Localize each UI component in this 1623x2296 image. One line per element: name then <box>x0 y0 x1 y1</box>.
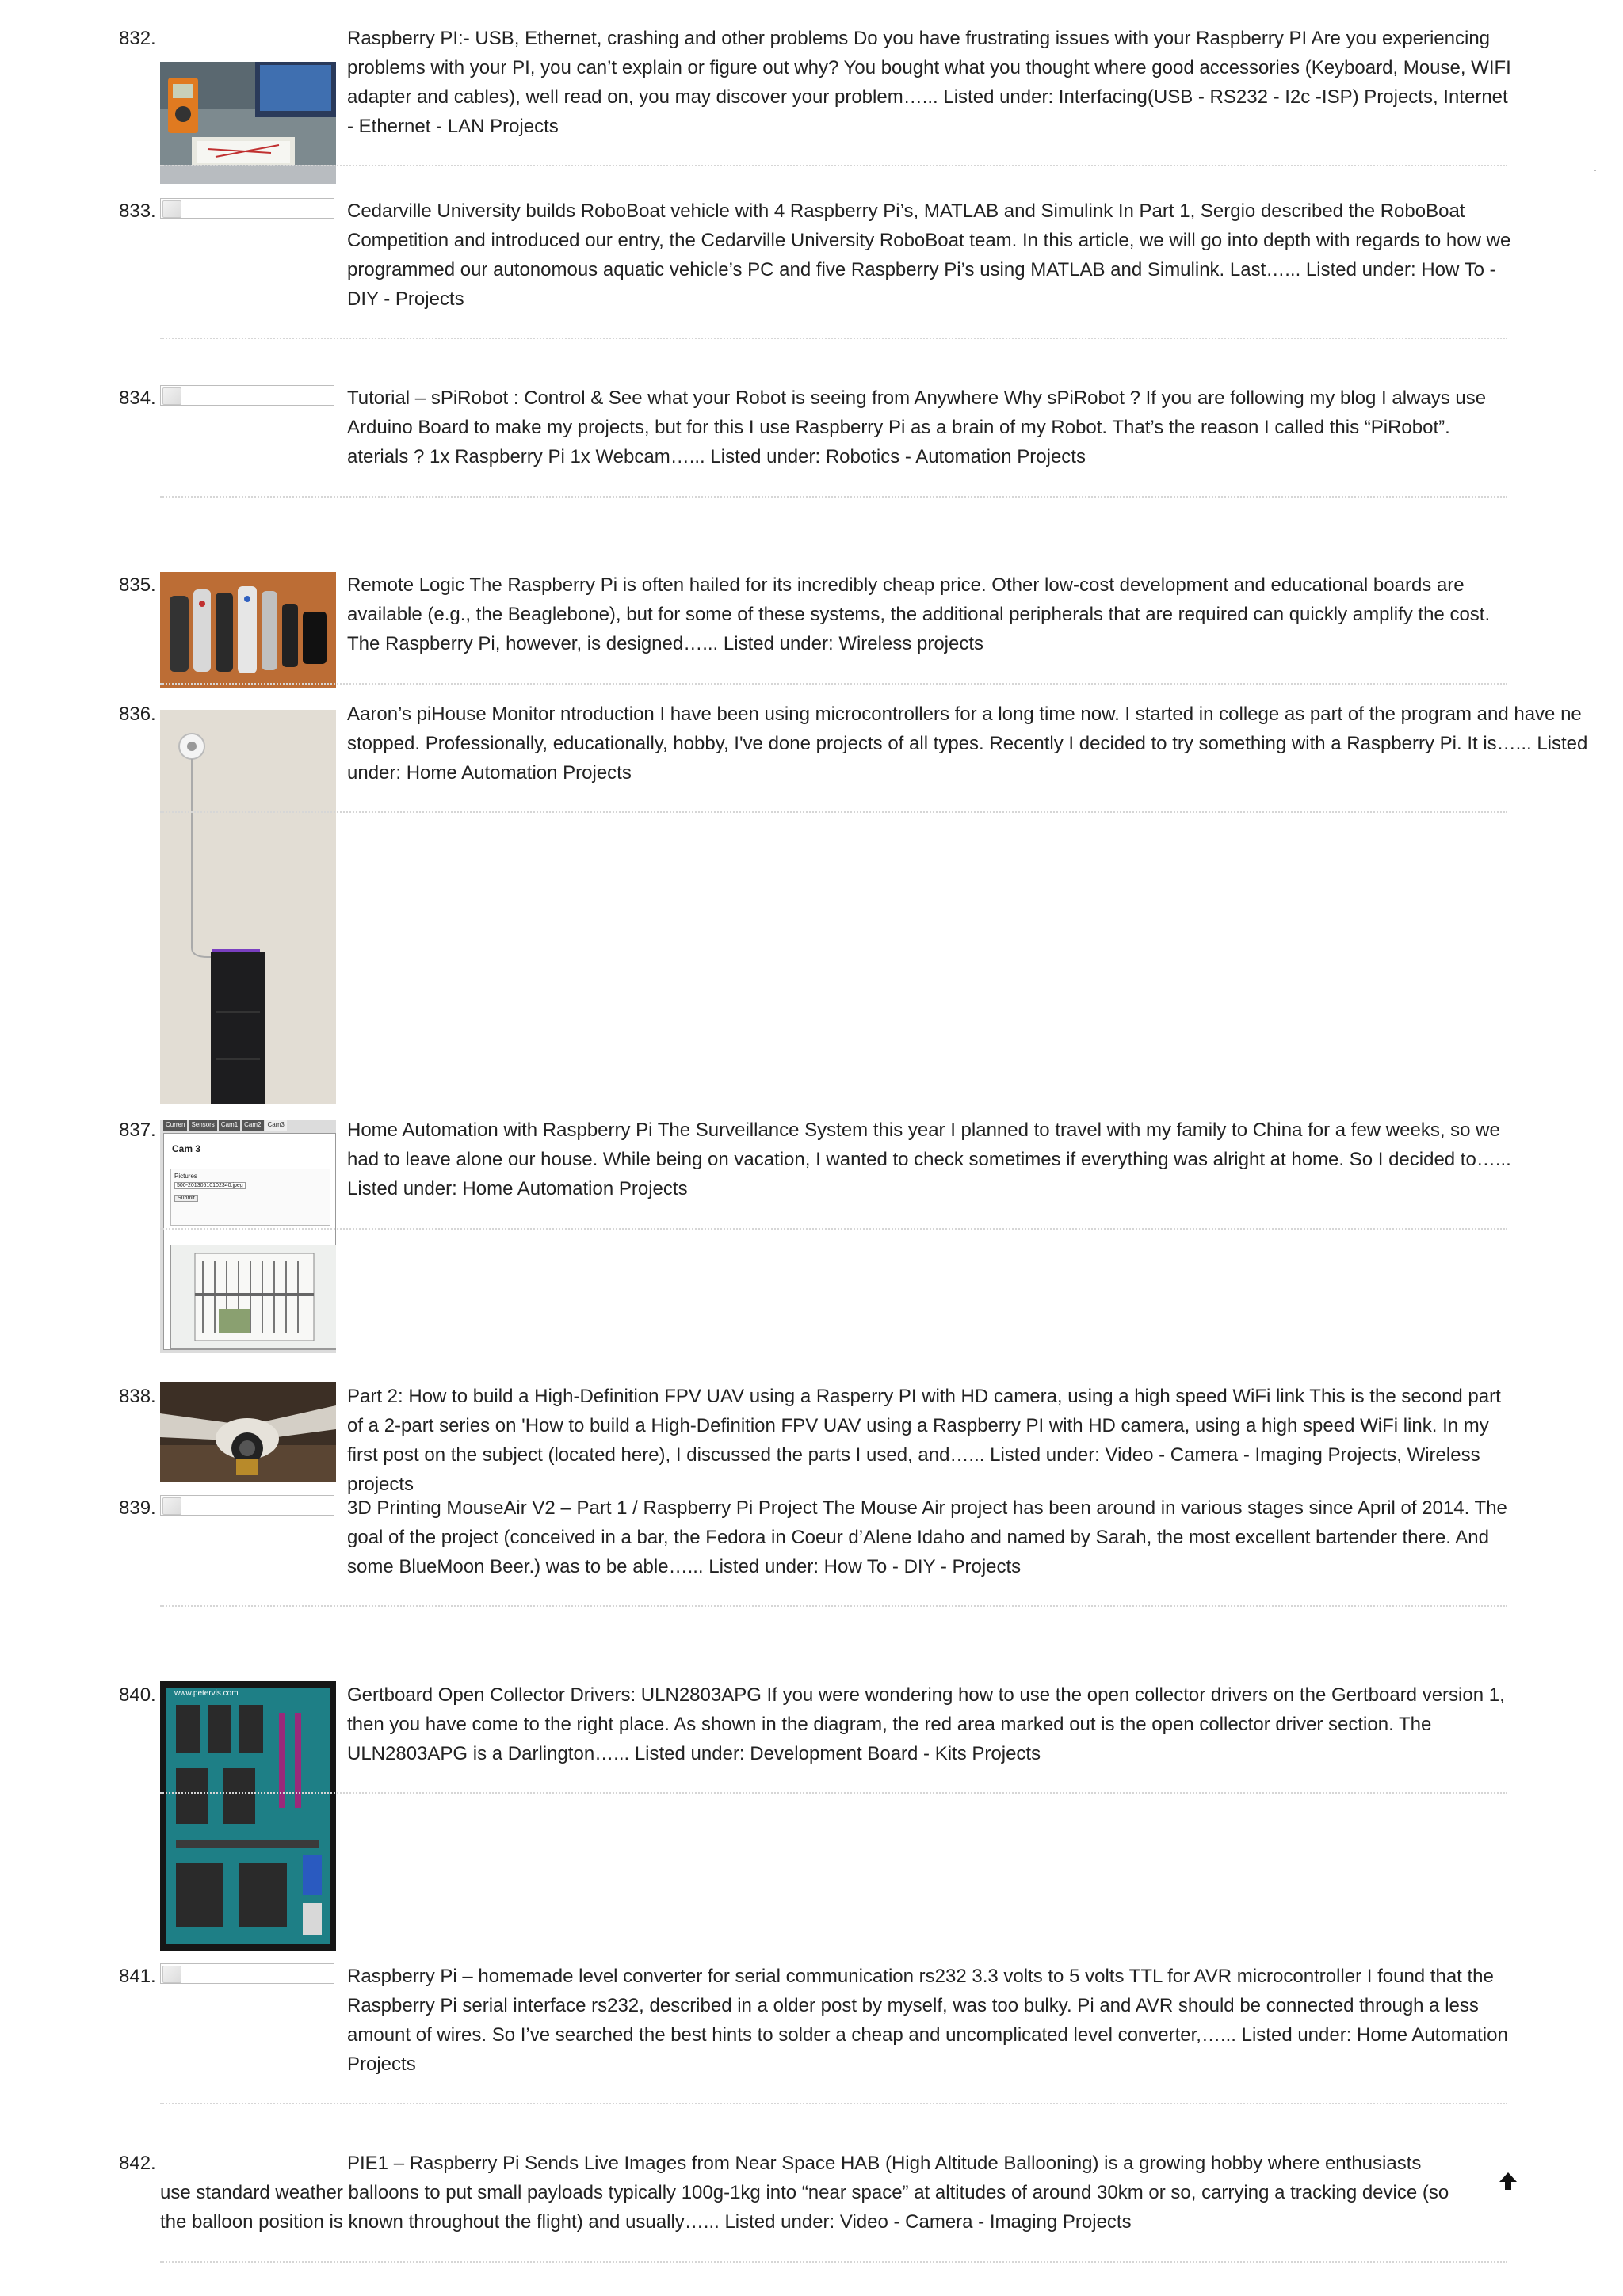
item-number: 835. <box>119 574 156 596</box>
thumbnail-button: Submit <box>174 1195 198 1202</box>
thumbnail-label: Pictures <box>174 1173 197 1180</box>
item-description[interactable]: Raspberry PI:- USB, Ethernet, crashing and other problems Do you have frustrating issues with your Raspberry PI Are you experiencing problems with your PI, you can’t explain or figure out why? You bought what you thought where good accessories (Keyboard, Mouse, WIFI adapter and cables), well read on, you may discover your problem…... Listed under: Interfacing(USB - RS232 - I2c -ISP) Projects, Internet - Ethernet - LAN Projects <box>347 28 1511 137</box>
divider <box>160 683 1507 685</box>
thumbnail-tab: Cam2 <box>242 1120 263 1131</box>
divider <box>160 165 1507 166</box>
broken-image-icon[interactable] <box>160 198 334 219</box>
item-number: 839. <box>119 1497 156 1519</box>
watermark: www.petervis.com <box>174 1689 239 1698</box>
item-description[interactable]: PIE1 – Raspberry Pi Sends Live Images from Near Space HAB (High Altitude Ballooning) is a growing hobby where enthusiasts use standard weather balloons to put small payloads typically 100g-1kg into “near space” at altitudes of around 30km or so, carrying a tracking device (so the balloon position is known throughout the flight) and usually…... Listed under: Video - Camera - Imaging Projects <box>160 2153 1449 2233</box>
thumbnail-tabs <box>163 1120 287 1131</box>
thumbnail-tab: Cam1 <box>219 1120 240 1131</box>
item-description[interactable]: Gertboard Open Collector Drivers: ULN2803APG If you were wondering how to use the open collector drivers on the Gertboard version 1, then you have come to the right place. As shown in the diagram, the red area marked out is the open collector driver section. The ULN2803APG is a Darlington…... Listed under: Development Board - Kits Projects <box>347 1684 1505 1764</box>
thumbnail-panel <box>163 1133 336 1350</box>
divider <box>160 1792 1507 1794</box>
item-thumbnail[interactable] <box>160 710 336 1104</box>
divider <box>160 2261 1507 2263</box>
item-description[interactable]: 3D Printing MouseAir V2 – Part 1 / Raspberry Pi Project The Mouse Air project has been around in various stages since April of 2014. The goal of the project (conceived in a bar, the Fedora in Coeur d’Alene Idaho and named by Sarah, the most excellent bartender there. And some BlueMoon Beer.) was to be able…... Listed under: How To - DIY - Projects <box>347 1497 1507 1577</box>
divider <box>160 2103 1507 2104</box>
thumbnail-tab: Curren <box>163 1120 187 1131</box>
item-description[interactable]: Home Automation with Raspberry Pi The Surveillance System this year I planned to travel with my family to China for a few weeks, so we had to leave alone our house. While being on vacation, I wanted to check sometimes if everything was alright at home. So I decided to…... Listed under: Home Automation Projects <box>347 1119 1511 1199</box>
item-number: 842. <box>119 2153 156 2174</box>
arrow-up-icon[interactable] <box>1496 2169 1520 2193</box>
thumbnail-form <box>170 1169 330 1226</box>
item-number: 841. <box>119 1966 156 1987</box>
thumbnail-camera-image <box>170 1245 336 1349</box>
divider <box>160 338 1507 339</box>
broken-image-icon[interactable] <box>160 1963 334 1984</box>
item-thumbnail[interactable] <box>160 1681 336 1951</box>
broken-image-icon[interactable] <box>160 385 334 406</box>
divider <box>160 1228 1507 1230</box>
item-description[interactable]: Remote Logic The Raspberry Pi is often hailed for its incredibly cheap price. Other low-cost development and educational boards are available (e.g., the Beaglebone), but for some of these systems, the additional peripherals that are required can quickly amplify the cost. The Raspberry Pi, however, is designed…... Listed under: Wireless projects <box>347 574 1491 654</box>
item-number: 834. <box>119 387 156 409</box>
item-description[interactable]: Tutorial – sPiRobot : Control & See what your Robot is seeing from Anywhere Why sPiRobot ? If you are following my blog I always use Arduino Board to make my projects, but for this I use Raspberry Pi as a brain of my Robot. That’s the reason I called this “PiRobot”. aterials ? 1x Raspberry Pi 1x Webcam…... Listed under: Robotics - Automation Projects <box>347 387 1487 467</box>
item-number: 833. <box>119 200 156 222</box>
broken-image-icon[interactable] <box>160 1495 334 1516</box>
item-number: 836. <box>119 704 156 725</box>
item-description[interactable]: Part 2: How to build a High-Definition FPV UAV using a Rasperry PI with HD camera, using a high speed WiFi link This is the second part of a 2-part series on 'How to build a High-Definition FPV UAV using a Raspberry PI with HD camera, using a high speed WiFi link. In my first post on the subject (located here), I discussed the parts I used, and…... Listed under: Video - Camera - Imaging Projects, Wireless projects <box>347 1386 1501 1495</box>
divider <box>160 1605 1507 1607</box>
thumbnail-tab: Sensors <box>189 1120 216 1131</box>
divider <box>160 496 1507 498</box>
item-description[interactable]: Aaron’s piHouse Monitor ntroduction I have been using microcontrollers for a long time now. I started in college as part of the program and have ne stopped. Professionally, educationally, hobby, I've done projects of all types. Recently I decided to try something with a Raspberry Pi. It is…... Listed under: Home Automation Projects <box>347 704 1588 784</box>
item-number: 837. <box>119 1119 156 1141</box>
item-thumbnail[interactable] <box>160 1382 336 1482</box>
thumbnail-select: 500-20130510102340.jpeg <box>174 1182 246 1189</box>
divider <box>160 811 1507 813</box>
item-number: 832. <box>119 28 156 49</box>
item-number: 840. <box>119 1684 156 1706</box>
thumbnail-tab-active: Cam3 <box>265 1120 287 1131</box>
item-description[interactable]: Cedarville University builds RoboBoat vehicle with 4 Raspberry Pi’s, MATLAB and Simulink In Part 1, Sergio described the RoboBoat Competition and introduced our entry, the Cedarville University RoboBoat team. In this article, we will go into depth with regards to how we programmed our autonomous aquatic vehicle’s PC and five Raspberry Pi’s using MATLAB and Simulink. Last…... Listed under: How To - DIY - Projects <box>347 200 1511 310</box>
thumbnail-heading: Cam 3 <box>172 1143 201 1154</box>
camera-ui-thumbnail[interactable] <box>160 1120 336 1353</box>
item-thumbnail[interactable] <box>160 572 336 688</box>
item-number: 838. <box>119 1386 156 1407</box>
item-description[interactable]: Raspberry Pi – homemade level converter for serial communication rs232 3.3 volts to 5 volts TTL for AVR microcontroller I found that the Raspberry Pi serial interface rs232, described in a older post by myself, was too bulky. Pi and AVR should be connected through a less amount of wires. So I’ve searched the best hints to solder a cheap and uncomplicated level converter,…... Listed under: Home Automation Projects <box>347 1966 1508 2075</box>
stray-pixel <box>1594 170 1596 171</box>
